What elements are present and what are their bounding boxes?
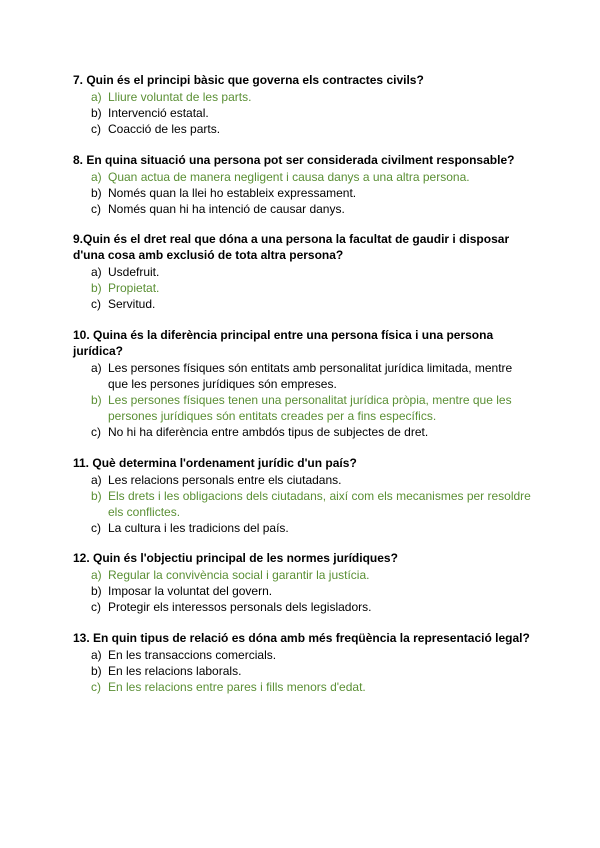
question-9: [73, 231, 533, 312]
question-8: [73, 152, 533, 217]
option-b: b) Imposar la voluntat del govern.: [91, 584, 273, 598]
question-title: 9.Quin és el dret real que dóna a una persona la facultat de gaudir i disposar d'una cosa amb exclusió de tota altra persona?: [73, 232, 510, 262]
option-c: c) Servitud.: [91, 297, 156, 311]
option-c: c) En les relacions entre pares i fills menors d'edat.: [91, 680, 366, 694]
option-list: [73, 472, 533, 536]
option-c: c) Coacció de les parts.: [91, 122, 221, 136]
question-10: [73, 327, 533, 440]
question-title: 8. En quina situació una persona pot ser considerada civilment responsable?: [73, 153, 515, 167]
option-list: [73, 169, 533, 217]
question-title: 11. Què determina l'ordenament jurídic d'un país?: [73, 456, 357, 470]
option-a: a) Quan actua de manera negligent i causa danys a una altra persona.: [91, 170, 470, 184]
option-list: [73, 360, 533, 440]
option-list: [73, 647, 533, 695]
option-b: b) Propietat.: [91, 281, 160, 295]
question-12: [73, 550, 533, 615]
option-b: b) Només quan la llei ho estableix expressament.: [91, 186, 357, 200]
option-a: a) Lliure voluntat de les parts.: [91, 90, 252, 104]
option-a: a) Usdefruit.: [91, 265, 160, 279]
option-c: c) Protegir els interessos personals dels legisladors.: [91, 600, 372, 614]
option-list: [73, 567, 533, 615]
option-b: b) Les persones físiques tenen una personalitat jurídica pròpia, mentre que les persones jurídiques són entitats creades per a fins específics.: [91, 393, 512, 423]
option-b: b) Els drets i les obligacions dels ciutadans, així com els mecanismes per resoldre els conflictes.: [91, 489, 531, 519]
option-c: c) La cultura i les tradicions del país.: [91, 521, 289, 535]
option-a: a) En les transaccions comercials.: [91, 648, 277, 662]
option-a: a) Les relacions personals entre els ciutadans.: [91, 473, 342, 487]
question-title: 10. Quina és la diferència principal entre una persona física i una persona jurídica?: [73, 328, 494, 358]
option-a: a) Regular la convivència social i garantir la justícia.: [91, 568, 370, 582]
question-title: 7. Quin és el principi bàsic que governa els contractes civils?: [73, 73, 424, 87]
option-b: b) En les relacions laborals.: [91, 664, 242, 678]
question-title: 13. En quin tipus de relació es dóna amb més freqüència la representació legal?: [73, 631, 530, 645]
question-13: [73, 630, 533, 695]
option-c: c) No hi ha diferència entre ambdós tipus de subjectes de dret.: [91, 425, 429, 439]
option-a: a) Les persones físiques són entitats amb personalitat jurídica limitada, mentre que les persones jurídiques són empreses.: [91, 361, 513, 391]
option-list: [73, 89, 533, 137]
option-list: [73, 264, 533, 312]
question-7: [73, 72, 533, 137]
question-11: [73, 455, 533, 536]
option-c: c) Només quan hi ha intenció de causar danys.: [91, 202, 345, 216]
question-title: 12. Quin és l'objectiu principal de les normes jurídiques?: [73, 551, 398, 565]
option-b: b) Intervenció estatal.: [91, 106, 209, 120]
